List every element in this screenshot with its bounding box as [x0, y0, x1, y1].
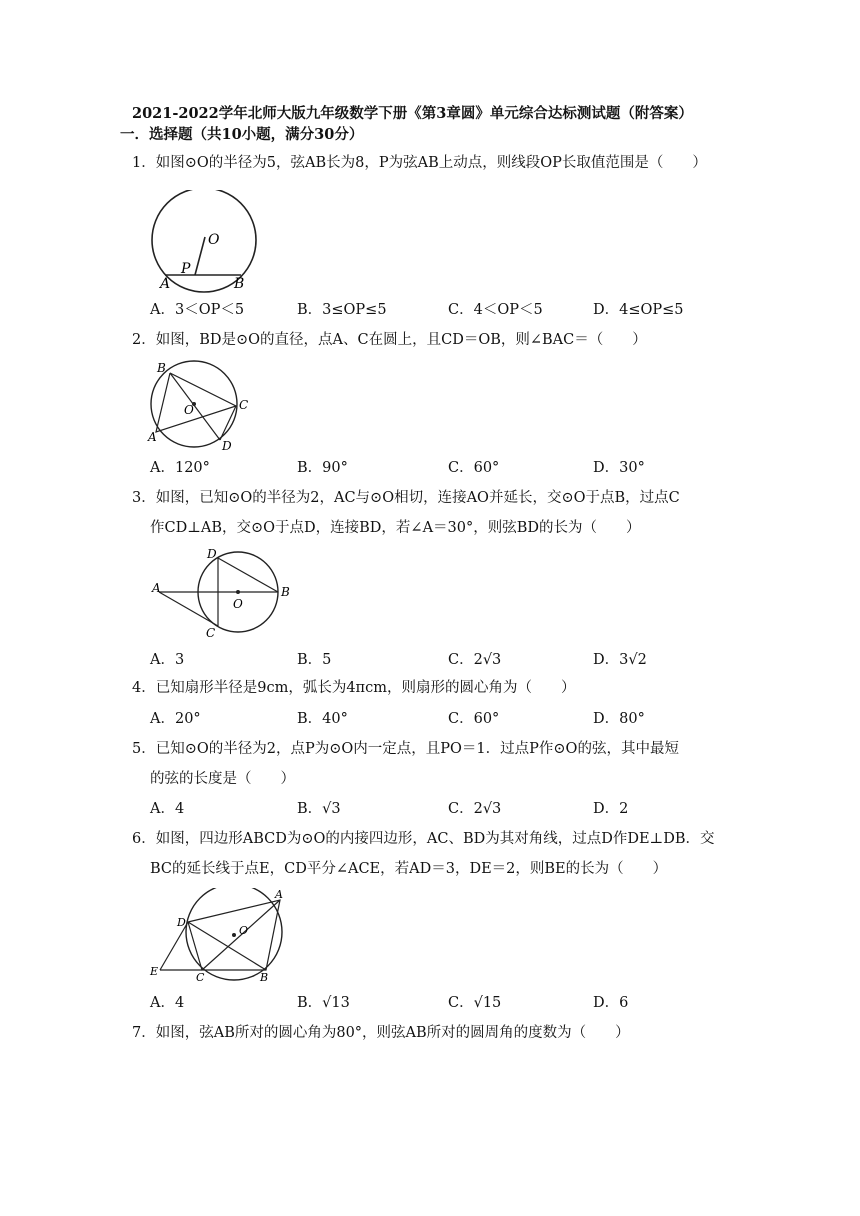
figure-q6	[146, 888, 286, 984]
option-a[interactable]: A．4	[150, 801, 185, 817]
option-c[interactable]: C．2√3	[448, 801, 502, 817]
figure-q3	[150, 546, 296, 640]
chord-bd	[218, 558, 278, 592]
option-d[interactable]: D．4≤OP≤5	[593, 302, 684, 318]
figure-q1	[148, 190, 268, 294]
label-b: B	[157, 361, 166, 375]
option-c[interactable]: C．√15	[448, 995, 502, 1011]
center-o-dot	[232, 933, 236, 937]
question-5-text-cont: 的弦的长度是（ ）	[150, 771, 295, 787]
tangent-ac	[159, 592, 218, 626]
label-a: A	[160, 276, 171, 292]
label-c: C	[196, 971, 205, 984]
label-o: O	[239, 924, 249, 937]
option-d[interactable]: D．30°	[593, 460, 645, 476]
option-a[interactable]: A．120°	[150, 460, 210, 476]
option-c[interactable]: C．4＜OP＜5	[448, 302, 543, 318]
label-a: A	[148, 430, 157, 444]
label-d: D	[222, 439, 232, 452]
option-b[interactable]: B．3≤OP≤5	[297, 302, 387, 318]
question-6-text-cont: BC的延长线于点E，CD平分∠ACE，若AD＝3，DE＝2，则BE的长为（ ）	[150, 861, 668, 877]
question-1-text: 1．如图⊙O的半径为5，弦AB长为8，P为弦AB上动点，则线段OP长取值范围是（ ）	[132, 155, 707, 171]
label-c: C	[206, 626, 216, 640]
question-3-text-cont: 作CD⊥AB，交⊙O于点D，连接BD，若∠A＝30°，则弦BD的长为（ ）	[150, 520, 641, 536]
chord-cd	[220, 406, 236, 440]
option-a[interactable]: A．4	[150, 995, 185, 1011]
label-o: O	[184, 403, 194, 417]
label-b: B	[234, 276, 245, 292]
figure-q2	[146, 360, 256, 452]
option-b[interactable]: B．5	[297, 652, 332, 668]
label-o: O	[233, 597, 243, 611]
option-b[interactable]: B．√3	[297, 801, 341, 817]
segment-de	[160, 922, 188, 970]
option-d[interactable]: D．80°	[593, 711, 645, 727]
option-b[interactable]: B．90°	[297, 460, 348, 476]
segment-op	[195, 237, 205, 275]
option-d[interactable]: D．3√2	[593, 652, 647, 668]
option-a[interactable]: A．3＜OP＜5	[150, 302, 245, 318]
option-a[interactable]: A．20°	[150, 711, 201, 727]
option-b[interactable]: B．40°	[297, 711, 348, 727]
label-b: B	[281, 585, 290, 599]
label-e: E	[150, 965, 159, 978]
option-a[interactable]: A．3	[150, 652, 185, 668]
option-c[interactable]: C．2√3	[448, 652, 502, 668]
question-5-text: 5．已知⊙O的半径为2，点P为⊙O内一定点，且PO＝1．过点P作⊙O的弦，其中最短	[132, 741, 679, 757]
label-a: A	[152, 581, 161, 595]
option-c[interactable]: C．60°	[448, 711, 500, 727]
label-d: D	[207, 547, 217, 561]
question-4-text: 4．已知扇形半径是9cm，弧长为4πcm，则扇形的圆心角为（ ）	[132, 680, 576, 696]
option-c[interactable]: C．60°	[448, 460, 500, 476]
label-d: D	[177, 916, 186, 929]
option-b[interactable]: B．√13	[297, 995, 350, 1011]
question-3-text: 3．如图，已知⊙O的半径为2，AC与⊙O相切，连接AO并延长，交⊙O于点B，过点C	[132, 490, 680, 506]
page-title: 2021-2022学年北师大版九年级数学下册《第3章圆》单元综合达标测试题（附答案）	[132, 105, 693, 122]
label-p: P	[181, 261, 191, 277]
option-d[interactable]: D．2	[593, 801, 629, 817]
label-c: C	[239, 398, 249, 412]
option-d[interactable]: D．6	[593, 995, 629, 1011]
label-b: B	[260, 971, 269, 984]
question-6-text: 6．如图，四边形ABCD为⊙O的内接四边形，AC、BD为其对角线，过点D作DE⊥DB．交	[132, 831, 715, 847]
label-o: O	[208, 232, 220, 248]
section-heading: 一．选择题（共10小题，满分30分）	[120, 126, 364, 143]
question-7-text: 7．如图，弦AB所对的圆心角为80°，则弦AB所对的圆周角的度数为（ ）	[132, 1025, 630, 1041]
question-2-text: 2．如图，BD是⊙O的直径，点A、C在圆上，且CD＝OB，则∠BAC＝（ ）	[132, 332, 647, 348]
diameter-bd	[170, 373, 220, 440]
triangle-bac	[156, 373, 236, 432]
center-o-dot	[236, 590, 240, 594]
label-a: A	[275, 888, 283, 901]
